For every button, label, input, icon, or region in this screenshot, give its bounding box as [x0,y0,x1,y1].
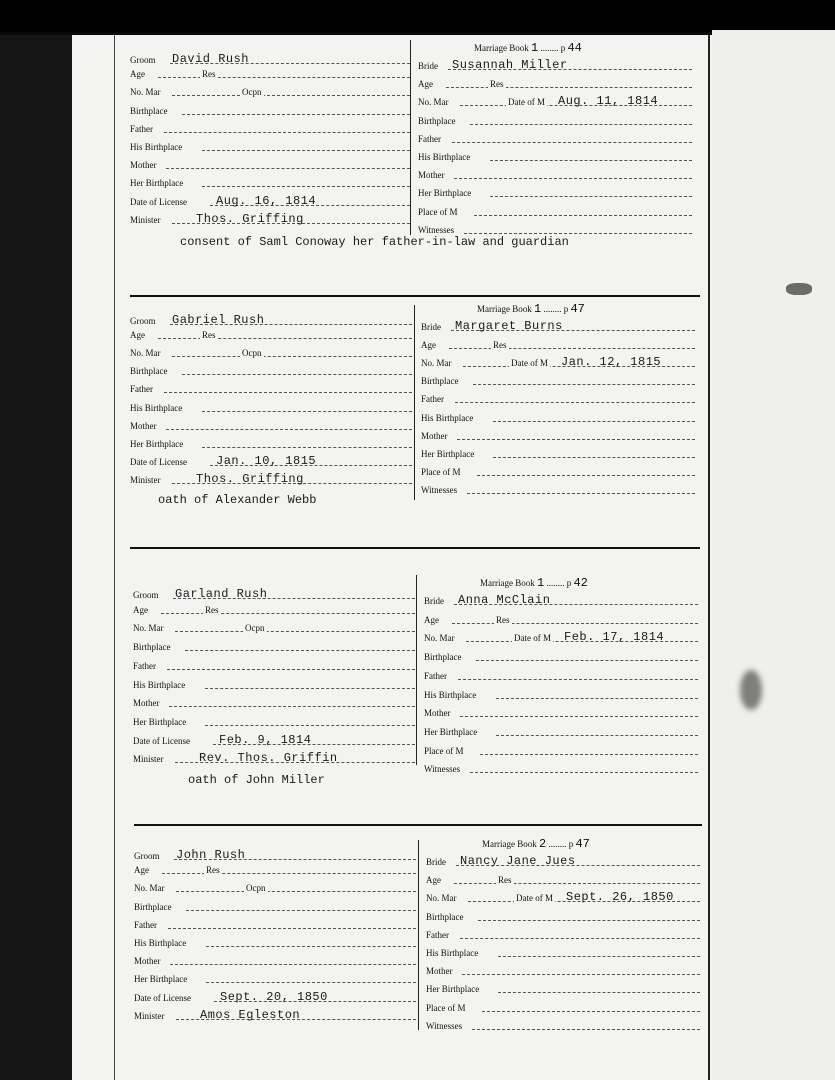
groom-age-row [133,601,415,617]
groom-no-mar-sub-label: Ocpn [242,87,262,98]
groom-age-line [162,873,416,874]
groom-value: Garland Rush [175,587,268,601]
bride-his-birthplace-row [421,409,695,425]
sheet-edge-line [708,35,710,1080]
groom-age-row [130,326,412,342]
record-note: oath of John Miller [188,773,325,787]
bride-father-line [452,142,692,143]
groom-age-label: Age [130,330,145,341]
groom-age-line [158,338,412,339]
minister-row [134,1007,416,1023]
groom-label: Groom [130,55,156,65]
bride-his-birthplace-line [496,698,698,699]
bride-age-label: Age [421,340,436,351]
groom-age-label: Age [134,865,149,876]
place-of-marriage-row [418,203,692,219]
groom-age-label: Age [130,69,145,80]
minister-label: Minister [130,214,161,225]
bride-her-birthplace-label: Her Birthplace [426,984,480,995]
bride-father-row [421,390,695,406]
place-of-marriage-line [480,754,698,755]
bride-mother-row [418,166,692,182]
bride-mother-label: Mother [424,708,451,719]
bride-age-row [421,336,695,352]
minister-value: Rev. Thos. Griffin [199,751,338,766]
place-of-marriage-label: Place of M [426,1002,466,1013]
father-row [133,657,415,673]
groom-no-mar-label: No. Mar [130,348,161,359]
witnesses-line [472,1029,700,1030]
groom-age-line [158,77,410,78]
page-number: 47 [575,837,590,851]
date-of-license-row [130,193,410,209]
page-label: ........ p [544,578,574,588]
page-number: 47 [570,302,585,316]
mother-row [130,417,412,433]
witnesses-label: Witnesses [421,484,458,495]
date-of-license-value: Aug. 16, 1814 [216,193,317,208]
bride-age-sub-label: Res [490,79,504,90]
bride-age-label: Age [424,614,439,625]
father-line [168,928,416,929]
page-label: ........ p [546,839,576,849]
her-birthplace-line [205,725,415,726]
date-of-license-label: Date of License [133,735,190,746]
page-number: 42 [573,576,588,590]
minister-row [130,211,410,227]
father-label: Father [130,123,153,134]
groom-birthplace-label: Birthplace [130,366,168,377]
marriage-book-header [482,837,590,851]
bride-his-birthplace-line [498,956,700,957]
witnesses-row [426,1017,700,1033]
bride-his-birthplace-row [426,944,700,960]
mother-row [133,694,415,710]
bride-no-mar-sub-label: Date of M [514,633,551,644]
page-number: 44 [567,41,582,55]
witnesses-line [470,772,698,773]
date-of-license-value: Feb. 9, 1814 [219,732,312,747]
bride-row [418,57,692,73]
bride-mother-line [460,716,698,717]
groom-label: Groom [134,851,160,861]
bride-row [424,592,698,608]
bride-age-line [452,623,698,624]
bride-no-mar-row [418,93,692,109]
bride-his-birthplace-label: His Birthplace [421,412,474,423]
bride-no-mar-row [426,889,700,905]
mother-label: Mother [134,956,161,967]
witnesses-label: Witnesses [418,224,455,235]
bride-mother-row [421,427,695,443]
father-row [130,380,412,396]
bride-mother-row [424,704,698,720]
minister-value: Thos. Griffing [196,211,304,226]
minister-row [130,471,412,487]
page-label: ........ p [538,43,568,53]
groom-no-mar-label: No. Mar [130,87,161,98]
witnesses-row [424,760,698,776]
date-of-license-value: Jan. 10, 1815 [216,453,317,468]
his-birthplace-line [206,946,416,947]
groom-no-mar-sub-label: Ocpn [245,623,265,634]
bride-no-mar-label: No. Mar [421,358,452,369]
minister-label: Minister [134,1010,165,1021]
bride-birthplace-label: Birthplace [424,652,462,663]
groom-age-row [134,861,416,877]
his-birthplace-label: His Birthplace [130,142,183,152]
minister-label: Minister [133,754,164,765]
father-label: Father [134,919,157,930]
film-top-edge [0,0,835,32]
her-birthplace-row [133,713,415,729]
her-birthplace-row [134,970,416,986]
bride-age-label: Age [426,875,441,886]
bride-his-birthplace-row [418,148,692,164]
place-of-marriage-label: Place of M [418,206,458,217]
minister-value: Amos Egleston [200,1007,301,1022]
marriage-book-number: 1 [533,302,542,316]
his-birthplace-label: His Birthplace [134,938,187,948]
bride-her-birthplace-line [496,735,698,736]
minister-row [133,750,415,766]
bride-value: Nancy Jane Jues [460,854,576,868]
bride-no-mar-sub-label: Date of M [511,358,548,369]
mother-line [166,429,412,430]
bride-age-line [449,348,695,349]
groom-no-mar-line [176,891,416,892]
mother-label: Mother [130,420,157,431]
place-of-marriage-row [426,999,700,1015]
groom-label: Groom [133,590,159,600]
page-label: ........ p [541,304,571,314]
marriage-book-header [480,576,588,590]
record-divider [130,295,700,297]
mother-row [134,952,416,968]
bride-birthplace-row [426,908,700,924]
groom-label: Groom [130,316,156,326]
bride-value: Margaret Burns [455,319,563,333]
witnesses-label: Witnesses [424,764,461,775]
bride-no-mar-label: No. Mar [424,633,455,644]
witnesses-line [464,233,692,234]
groom-no-mar-sub-label: Ocpn [246,883,266,894]
bride-birthplace-row [421,372,695,388]
groom-age-line [161,613,415,614]
groom-no-mar-label: No. Mar [134,883,165,894]
minister-label: Minister [130,474,161,485]
groom-no-mar-line [172,95,410,96]
bride-her-birthplace-label: Her Birthplace [418,188,472,199]
bride-value: Anna McClain [458,593,551,607]
mother-row [130,156,410,172]
place-of-marriage-line [477,475,695,476]
bride-no-mar-row [424,629,698,645]
place-of-marriage-row [424,742,698,758]
date-of-license-row [130,453,412,469]
marriage-book-label: Marriage Book [480,578,537,588]
her-birthplace-line [202,186,410,187]
bride-birthplace-line [473,384,695,385]
bride-age-line [454,883,700,884]
bride-her-birthplace-line [490,196,692,197]
mother-line [166,168,410,169]
groom-birthplace-line [182,374,412,375]
bride-his-birthplace-row [424,686,698,702]
her-birthplace-line [202,447,412,448]
bride-her-birthplace-label: Her Birthplace [421,448,475,459]
mother-label: Mother [133,698,160,709]
bride-father-row [426,926,700,942]
groom-value: John Rush [176,848,246,862]
bride-mother-label: Mother [426,966,453,977]
groom-age-sub-label: Res [202,330,216,341]
bride-mother-line [462,974,700,975]
date-of-license-row [133,732,415,748]
bride-her-birthplace-row [421,445,695,461]
bride-her-birthplace-line [498,992,700,993]
bride-father-line [460,938,700,939]
column-separator [410,40,411,235]
father-line [164,132,410,133]
groom-no-mar-row [130,344,412,360]
record-note: oath of Alexander Webb [158,493,317,507]
mother-line [170,964,416,965]
his-birthplace-row [134,934,416,950]
bride-father-line [455,402,695,403]
bride-no-mar-row [421,354,695,370]
groom-birthplace-label: Birthplace [133,642,171,653]
bride-no-mar-sub-label: Date of M [516,893,553,904]
groom-age-label: Age [133,604,148,615]
bride-no-mar-label: No. Mar [426,893,457,904]
date-of-license-label: Date of License [130,196,187,207]
her-birthplace-label: Her Birthplace [130,438,184,449]
bride-father-label: Father [426,929,449,940]
place-of-marriage-label: Place of M [421,466,461,477]
bride-his-birthplace-line [490,160,692,161]
father-line [167,669,415,670]
bride-row [421,318,695,334]
marriage-book-number: 1 [530,41,539,55]
groom-birthplace-line [186,910,416,911]
his-birthplace-label: His Birthplace [133,679,186,690]
groom-value: David Rush [172,52,250,66]
groom-no-mar-row [130,83,410,99]
date-of-license-label: Date of License [130,456,187,467]
groom-age-sub-label: Res [202,69,216,80]
groom-birthplace-line [185,650,415,651]
bride-mother-label: Mother [421,430,448,441]
mother-line [169,706,415,707]
her-birthplace-label: Her Birthplace [134,974,188,985]
his-birthplace-line [202,150,410,151]
bride-birthplace-label: Birthplace [418,115,456,126]
witnesses-row [421,481,695,497]
bride-her-birthplace-row [418,184,692,200]
bride-value: Susannah Miller [452,58,568,72]
date-of-license-row [134,989,416,1005]
groom-age-row [130,65,410,81]
his-birthplace-line [205,688,415,689]
bride-father-label: Father [424,670,447,681]
bride-birthplace-line [476,660,698,661]
father-label: Father [133,660,156,671]
date-of-license-value: Sept. 20, 1850 [220,989,328,1004]
bride-no-mar-value: Aug. 11, 1814 [558,94,659,109]
groom-no-mar-sub-label: Ocpn [242,348,262,359]
bride-father-row [418,130,692,146]
groom-no-mar-row [133,619,415,635]
bride-age-row [418,75,692,91]
record-note: consent of Saml Conoway her father-in-law and guardian [180,235,569,249]
bride-mother-line [454,178,692,179]
ink-blot [740,670,762,710]
bride-no-mar-sub-label: Date of M [508,97,545,108]
groom-no-mar-label: No. Mar [133,623,164,634]
his-birthplace-row [130,138,410,154]
place-of-marriage-line [474,215,692,216]
groom-no-mar-line [172,356,412,357]
witnesses-line [467,493,695,494]
groom-birthplace-label: Birthplace [130,105,168,116]
minister-value: Thos. Griffing [196,471,304,486]
bride-no-mar-value: Jan. 12, 1815 [561,355,662,370]
bride-her-birthplace-row [426,980,700,996]
marriage-book-label: Marriage Book [474,43,531,53]
bride-row [426,853,700,869]
ink-smudge [786,283,812,295]
bride-age-label: Age [418,79,433,90]
groom-birthplace-label: Birthplace [134,901,172,912]
marriage-book-header [474,41,582,55]
bride-father-label: Father [418,133,441,144]
groom-value: Gabriel Rush [172,313,265,327]
column-separator [414,305,415,500]
bride-father-row [424,667,698,683]
bride-his-birthplace-label: His Birthplace [426,948,479,958]
column-separator [418,840,419,1030]
bride-no-mar-label: No. Mar [418,97,449,108]
her-birthplace-label: Her Birthplace [130,178,184,189]
groom-no-mar-row [134,879,416,895]
his-birthplace-label: His Birthplace [130,402,183,413]
film-left-edge [0,35,72,1080]
groom-no-mar-line [175,631,415,632]
his-birthplace-line [202,411,412,412]
bride-age-row [424,611,698,627]
father-line [164,392,412,393]
father-label: Father [130,384,153,395]
margin-line [114,35,115,1080]
bride-age-sub-label: Res [493,340,507,351]
father-row [130,120,410,136]
bride-age-line [446,87,692,88]
marriage-book-number: 2 [538,837,547,851]
bride-birthplace-label: Birthplace [426,911,464,922]
marriage-book-label: Marriage Book [477,304,534,314]
bride-his-birthplace-label: His Birthplace [418,152,471,162]
bride-label: Bride [424,596,444,606]
bride-birthplace-row [424,648,698,664]
bride-birthplace-label: Birthplace [421,376,459,387]
groom-birthplace-row [130,362,412,378]
groom-birthplace-line [182,114,410,115]
bride-mother-row [426,962,700,978]
her-birthplace-label: Her Birthplace [133,716,187,727]
adjacent-sheet [712,30,835,1080]
bride-mother-label: Mother [418,170,445,181]
place-of-marriage-row [421,463,695,479]
bride-no-mar-value: Feb. 17, 1814 [564,630,665,645]
bride-father-label: Father [421,394,444,405]
bride-no-mar-value: Sept. 26, 1850 [566,890,674,905]
bride-father-line [458,679,698,680]
record-divider [130,547,700,549]
place-of-marriage-line [482,1011,700,1012]
bride-his-birthplace-line [493,421,695,422]
her-birthplace-row [130,435,412,451]
bride-age-row [426,871,700,887]
groom-birthplace-row [134,898,416,914]
her-birthplace-line [206,982,416,983]
bride-label: Bride [426,857,446,867]
marriage-book-header [477,302,585,316]
groom-age-sub-label: Res [206,865,220,876]
bride-birthplace-line [478,920,700,921]
place-of-marriage-label: Place of M [424,745,464,756]
bride-age-sub-label: Res [498,875,512,886]
groom-row [133,586,415,602]
groom-age-sub-label: Res [205,604,219,615]
witnesses-label: Witnesses [426,1020,463,1031]
date-of-license-label: Date of License [134,992,191,1003]
his-birthplace-row [130,399,412,415]
her-birthplace-row [130,174,410,190]
bride-birthplace-line [470,124,692,125]
bride-her-birthplace-row [424,723,698,739]
bride-age-sub-label: Res [496,614,510,625]
bride-her-birthplace-line [493,457,695,458]
column-separator [416,575,417,765]
bride-her-birthplace-label: Her Birthplace [424,726,478,737]
his-birthplace-row [133,676,415,692]
groom-birthplace-row [133,638,415,654]
bride-his-birthplace-label: His Birthplace [424,689,477,700]
bride-label: Bride [421,322,441,332]
bride-label: Bride [418,61,438,71]
bride-mother-line [457,439,695,440]
groom-birthplace-row [130,102,410,118]
marriage-book-number: 1 [536,576,545,590]
record-divider [134,824,702,826]
father-row [134,916,416,932]
marriage-book-label: Marriage Book [482,839,539,849]
bride-birthplace-row [418,112,692,128]
mother-label: Mother [130,160,157,171]
